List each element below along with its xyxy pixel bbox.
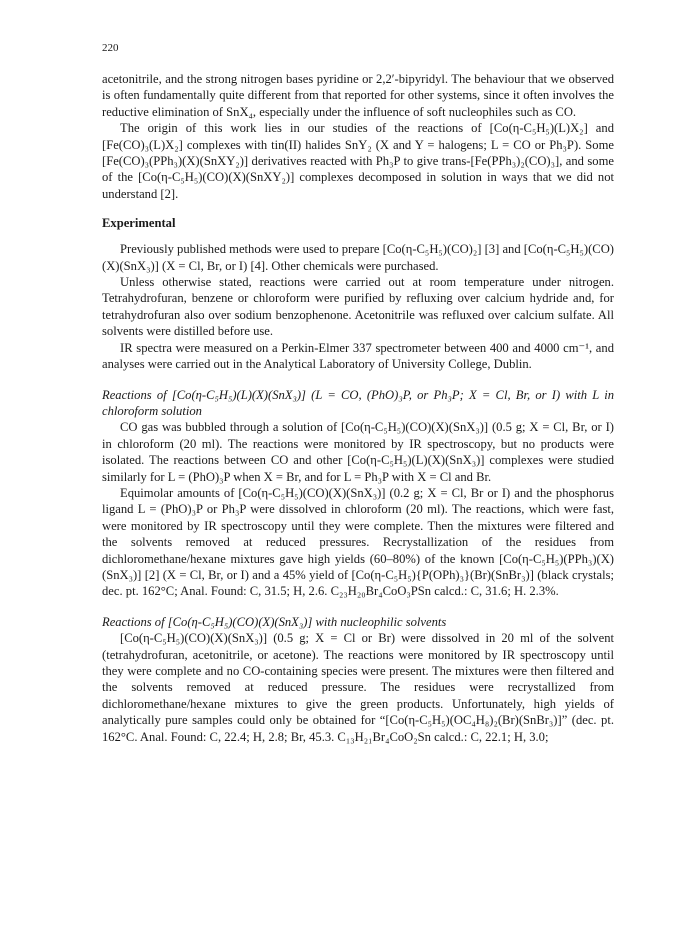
paragraph: Equimolar amounts of [Co(η-C₅H₅)(CO)(X)(SnX₃)] (0.2 g; X = Cl, Br or I) and the phosphorus ligand L = (PhO)₃P or Ph₃P were dissolved in chloroform (20 ml). The reactions, which were fast, were monitored by IR spectroscopy until they were complete. Then the mixtures were filtered and the solvents removed at reduced pressures. Recrystallization of the residues from dichloromethane/hexane mixtures gave high yields (60–80%) of the known [Co(η-C₅H₅)(PPh₃)(X)(SnX₃)] [2] (X = Cl, Br, or I) and a 45% yield of [Co(η-C₅H₅){P(OPh)₃}(Br)(SnBr₃)] (black crystals; dec. pt. 162°C; Anal. Found: C, 31.5; H, 2.6. C₂₃H₂₀Br₄CoO₃PSn calcd.: C, 31.6; H. 2.3%. (102, 485, 614, 599)
paragraph: The origin of this work lies in our studies of the reactions of [Co(η-C₅H₅)(L)X₂] and [Fe(CO)₃(L)X₂] complexes with tin(II) halides SnY₂ (X and Y = halogens; L = CO or Ph₃P). Some [Fe(CO)₃(PPh₃)(X)(SnXY₂)] derivatives reacted with Ph₃P to give trans-[Fe(PPh₃)₂(CO)₃], and some of the [Co(η-C₅H₅)(CO)(X)(SnXY₂)] complexes decomposed in solution in ways that we did not understand [2]. (102, 121, 614, 201)
section-heading: Experimental (102, 216, 176, 231)
page-number: 220 (102, 42, 119, 54)
subsection-heading: Reactions of [Co(η-C₅H₅)(L)(X)(SnX₃)] (L = CO, (PhO)₃P, or Ph₃P; X = Cl, Br, or I) with L in chloroform solution (102, 387, 614, 418)
subsection-heading: Reactions of [Co(η-C₅H₅)(CO)(X)(SnX₃)] with nucleophilic solvents (102, 614, 447, 629)
paragraph: CO gas was bubbled through a solution of [Co(η-C₅H₅)(CO)(X)(SnX₃)] (0.5 g; X = Cl, Br, or I) in chloroform (20 ml). The reactions were monitored by IR spectroscopy, but no products were isolated. The reactions between CO and other [Co(η-C₅H₅)(L)(X)(SnX₃)] complexes were studied similarly for L = (PhO)₃P when X = Br, and for L = Ph₃P with X = Cl and Br. (102, 420, 614, 484)
paragraph: Unless otherwise stated, reactions were carried out at room temperature under nitrogen. Tetrahydrofuran, benzene or chloroform were purified by refluxing over calcium hydride and, for tetrahydrofuran also over sodium benzophenone. Acetonitrile was refluxed over calcium sulfate. All solvents were distilled before use. (102, 275, 614, 339)
paragraph: [Co(η-C₅H₅)(CO)(X)(SnX₃)] (0.5 g; X = Cl or Br) were dissolved in 20 ml of the solvent (tetrahydrofuran, acetonitrile, or acetone). The reactions were monitored by IR spectroscopy until they were complete and no CO-containing species were present. The mixtures were then filtered and the solvents removed at reduced pressure. The residues were recrystallized from dichloromethane/hexane mixtures to give the green products. Unfortunately, high yields of analytically pure samples could only be obtained for “[Co(η-C₅H₅)(OC₄H₈)₂(Br)(SnBr₃)]” (dec. pt. 162°C. Anal. Found: C, 22.4; H, 2.8; Br, 45.3. C₁₃H₂₁Br₄CoO₂Sn calcd.: C, 22.1; H, 3.0; (102, 631, 614, 744)
page (102, 42, 614, 745)
paragraph: Previously published methods were used to prepare [Co(η-C₅H₅)(CO)₂] [3] and [Co(η-C₅H₅)(CO)(X)(SnX₃)] (X = Cl, Br, or I) [4]. Other chemicals were purchased. (102, 242, 614, 273)
paragraph: acetonitrile, and the strong nitrogen bases pyridine or 2,2′-bipyridyl. The behaviour that we observed is often fundamentally quite different from that reported for other systems, since it often involves the reductive elimination of SnX₄, especially under the influence of soft nucleophiles such as CO. (102, 72, 614, 119)
paragraph: IR spectra were measured on a Perkin-Elmer 337 spectrometer between 400 and 4000 cm⁻¹, and analyses were carried out in the Analytical Laboratory of University College, Dublin. (102, 340, 614, 372)
